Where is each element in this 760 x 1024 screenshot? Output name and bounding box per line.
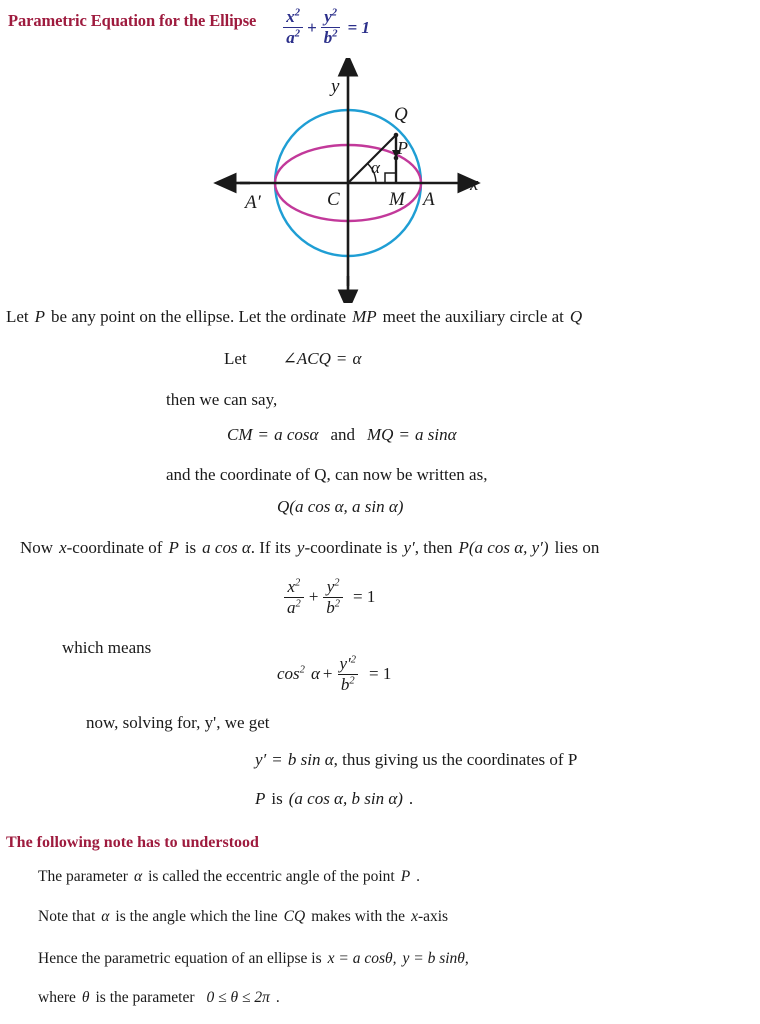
equation-ellipse-standard <box>283 578 378 616</box>
header-equation <box>282 8 373 46</box>
label-vertex-right-a: A <box>423 189 435 210</box>
fraction-denominator: $a^2$ <box>284 597 304 617</box>
exponent: 2 <box>295 598 301 610</box>
body-line-11: P is (a cos α, b sin α) . <box>255 789 414 808</box>
page-header <box>8 8 752 50</box>
fraction-x-over-a <box>283 8 303 46</box>
note-item-4: where θ is the parameter 0 ≤ θ ≤ 2π . <box>38 989 280 1006</box>
fraction-denominator: $b^2$ <box>338 674 358 694</box>
right-angle-marker <box>385 173 395 183</box>
fraction-numerator: $x^2$ <box>286 7 301 26</box>
label-vertex-left-a-prime: A′ <box>245 192 261 213</box>
body-line-1: Let P be any point on the ellipse. Let the ordinate MP meet the auxiliary circle at Q <box>6 307 583 326</box>
label-point-q: Q <box>394 104 408 125</box>
body-line-7: Now x-coordinate of P is a cos α. If its y-coordinate is y′, then P(a cos α, y′) lies on <box>20 538 600 557</box>
exponent: 2 <box>350 654 356 666</box>
exponent: 2 <box>334 577 340 589</box>
equals-one: = 1 <box>347 17 370 37</box>
body-line-4: CM = a cosα and MQ = a sinα <box>227 425 457 444</box>
fraction-numerator: $y'^2$ <box>339 654 356 673</box>
exponent: 2 <box>294 7 301 19</box>
exponent: 2 <box>331 7 337 19</box>
ellipse-auxiliary-circle-diagram <box>0 58 760 303</box>
plus-operator: + <box>307 17 317 37</box>
fraction-numerator: $y^2$ <box>326 577 340 596</box>
equals-one: = 1 <box>353 587 376 607</box>
equals-one: = 1 <box>369 664 392 684</box>
body-line-3: then we can say, <box>166 390 278 409</box>
fraction-y-over-b <box>321 8 341 46</box>
fraction-y-over-b <box>323 578 343 616</box>
exponent: 2 <box>294 28 301 40</box>
exponent: 2 <box>332 28 338 40</box>
body-line-8: which means <box>62 638 152 657</box>
body-line-9: now, solving for, y', we get <box>86 713 270 732</box>
notes-heading: The following note has to understood <box>6 834 259 851</box>
fraction-denominator: $a^2$ <box>283 27 303 47</box>
point-q-dot <box>394 133 399 138</box>
fraction-yprime-over-b <box>336 655 359 693</box>
equation-cos-squared <box>277 655 394 693</box>
fraction-denominator: $b^2$ <box>321 27 341 47</box>
fraction-numerator: $x^2$ <box>287 577 301 596</box>
body-line-10: y′ = b sin α, thus giving us the coordinates of P <box>255 750 578 769</box>
note-item-1: The parameter α is called the eccentric angle of the point P . <box>38 868 421 885</box>
label-foot-m: M <box>389 189 405 210</box>
note-item-2: Note that α is the angle which the line CQ makes with the x-axis <box>38 908 449 925</box>
exponent: 2 <box>349 675 355 687</box>
exponent: 2 <box>334 598 341 610</box>
fraction-denominator: $b^2$ <box>323 597 343 617</box>
label-y-axis: y <box>331 76 340 97</box>
label-x-axis: x <box>470 174 479 195</box>
label-angle-alpha: α <box>371 158 380 177</box>
exponent: 2 <box>295 577 301 589</box>
body-line-5: and the coordinate of Q, can now be written as, <box>166 465 488 484</box>
body-line-6: Q(a cos α, a sin α) <box>277 497 404 516</box>
page-title: Parametric Equation for the Ellipse <box>8 11 257 30</box>
note-item-3: Hence the parametric equation of an ellipse is x = a cosθ, y = b sinθ, <box>38 950 469 967</box>
plus-operator: + <box>322 664 333 684</box>
exponent: 2 <box>299 664 305 676</box>
body-line-2: Let ∠ACQ = α <box>224 349 362 368</box>
cos-term: $\cos^2$ <box>277 664 305 684</box>
label-point-p: P <box>397 138 408 158</box>
alpha-symbol: α <box>310 664 320 684</box>
plus-operator: + <box>307 587 320 607</box>
fraction-numerator: $y^2$ <box>324 7 337 26</box>
fraction-x-over-a <box>284 578 304 616</box>
label-center-c: C <box>327 189 340 210</box>
